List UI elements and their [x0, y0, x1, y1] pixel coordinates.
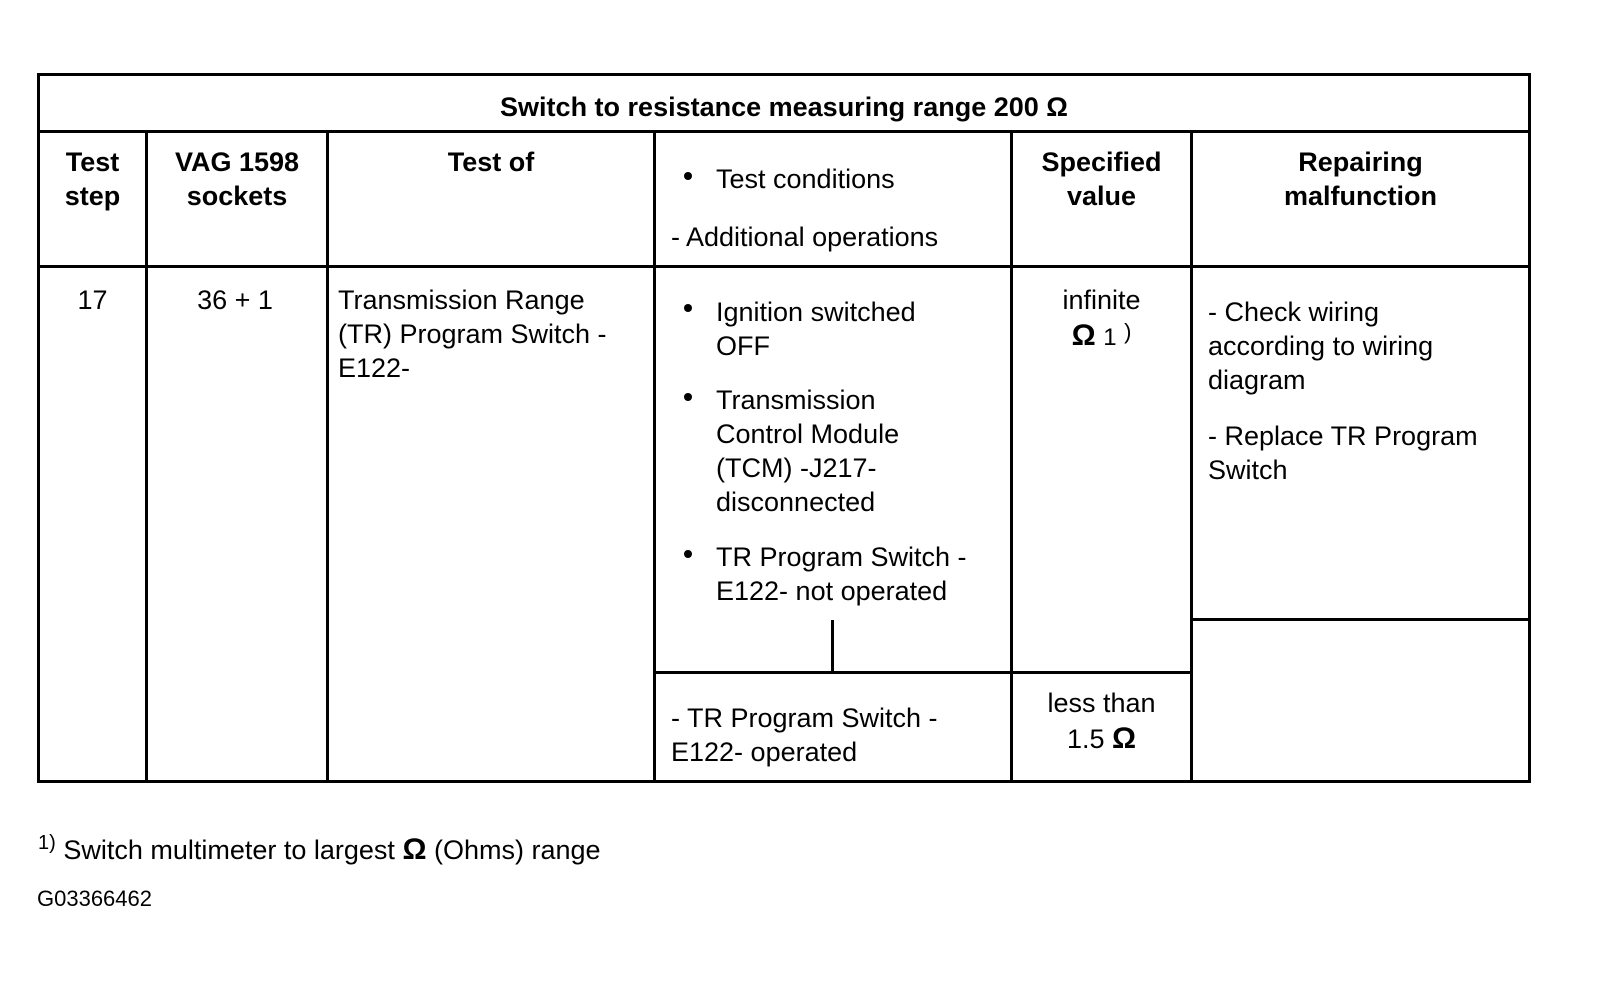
condition-tcm-line4: disconnected: [716, 487, 876, 517]
header-test-step-line1: Test: [65, 147, 120, 177]
header-sockets: [148, 145, 326, 213]
header-repairing-line1: Repairing: [1298, 147, 1423, 177]
header-repairing-line2: malfunction: [1284, 181, 1437, 211]
table-title: [40, 90, 1528, 124]
repair-replace-switch-line2: Switch: [1208, 455, 1288, 485]
header-specified-value: [1013, 145, 1190, 213]
row-divider-repair: [1190, 618, 1531, 621]
header-specified-value-line1: Specified: [1041, 147, 1162, 177]
table-border-bottom: [37, 780, 1531, 783]
header-test-conditions: Test conditions: [716, 164, 895, 194]
header-divider: [37, 265, 1531, 268]
table-border-right: [1528, 73, 1531, 783]
header-test-of: [329, 145, 653, 179]
header-sockets-line1: VAG 1598: [174, 147, 300, 177]
specified-value-2: [1013, 686, 1190, 756]
additional-operation-line2: E122- operated: [671, 737, 858, 767]
footnote: [38, 826, 601, 867]
header-test-step: [40, 145, 145, 213]
repair-check-wiring-line1: - Check wiring: [1208, 297, 1380, 327]
ohm-symbol: Ω: [402, 833, 427, 866]
ohm-symbol: Ω: [1071, 319, 1096, 352]
table-border-top: [37, 73, 1531, 76]
col-divider-1: [145, 130, 148, 783]
repair-check-wiring-line2: according to wiring: [1208, 331, 1434, 361]
col-divider-3: [653, 130, 656, 783]
repair-replace-switch: [1208, 419, 1478, 487]
condition-tcm-line3: (TCM) -J217-: [716, 453, 877, 483]
header-additional-operations: - Additional operations: [671, 222, 939, 252]
header-test-of-label: Test of: [447, 147, 535, 177]
bullet-icon: [684, 304, 692, 312]
condition-tr-switch-line2: E122- not operated: [716, 576, 948, 606]
bullet-icon: [684, 393, 692, 401]
cell-test-of-line2: (TR) Program Switch -: [338, 319, 607, 349]
condition-ignition-line2: OFF: [716, 331, 770, 361]
condition-tr-switch-line1: TR Program Switch -: [716, 542, 967, 572]
col-divider-5: [1190, 130, 1193, 783]
repair-check-wiring: [1208, 295, 1433, 397]
condition-tcm-line2: Control Module: [716, 419, 900, 449]
header-repairing: [1193, 145, 1528, 213]
cell-sockets: 36 + 1: [197, 285, 273, 315]
table-title-text: Switch to resistance measuring range 200: [500, 92, 1039, 122]
footnote-paren: ): [1124, 319, 1132, 344]
bullet-icon: [684, 172, 692, 180]
specified-value-2-line2: [1013, 722, 1190, 756]
row-divider-conditions: [653, 671, 1193, 674]
repair-replace-switch-line1: - Replace TR Program: [1208, 421, 1478, 451]
cell-test-of-line1: Transmission Range: [338, 285, 585, 315]
footnote-marker: 1): [38, 832, 56, 854]
footnote-text-before: Switch multimeter to largest: [63, 835, 395, 865]
condition-tcm: [716, 383, 899, 519]
footnote-text-after: (Ohms) range: [434, 835, 601, 865]
specified-value-2-number: 1.5: [1066, 724, 1105, 754]
repair-check-wiring-line3: diagram: [1208, 365, 1306, 395]
figure-id: G03366462: [37, 886, 152, 911]
header-specified-value-line2: value: [1066, 181, 1137, 211]
condition-tr-switch: [716, 540, 967, 608]
header-sockets-line2: sockets: [186, 181, 288, 211]
condition-ignition-line1: Ignition switched: [716, 297, 916, 327]
cell-test-of-line3: E122-: [338, 353, 411, 383]
condition-tcm-line1: Transmission: [716, 385, 876, 415]
header-test-step-line2: step: [64, 181, 121, 211]
additional-operation-line1: - TR Program Switch -: [671, 703, 938, 733]
specified-value-1: [1013, 283, 1190, 355]
col-divider-2: [326, 130, 329, 783]
ohm-symbol: Ω: [1046, 92, 1068, 122]
specified-value-2-line1: less than: [1047, 688, 1156, 718]
additional-operation: [671, 701, 938, 769]
ohm-symbol: Ω: [1112, 722, 1137, 755]
bullet-icon: [684, 550, 692, 558]
specified-value-1-line1: infinite: [1062, 285, 1141, 315]
connector-line: [831, 620, 834, 672]
specified-value-1-line2: [1013, 315, 1190, 355]
title-divider: [37, 130, 1531, 133]
condition-ignition: [716, 295, 916, 363]
cell-test-of: [338, 283, 607, 385]
cell-test-step: 17: [77, 285, 108, 315]
footnote-reference: 1: [1103, 324, 1117, 351]
